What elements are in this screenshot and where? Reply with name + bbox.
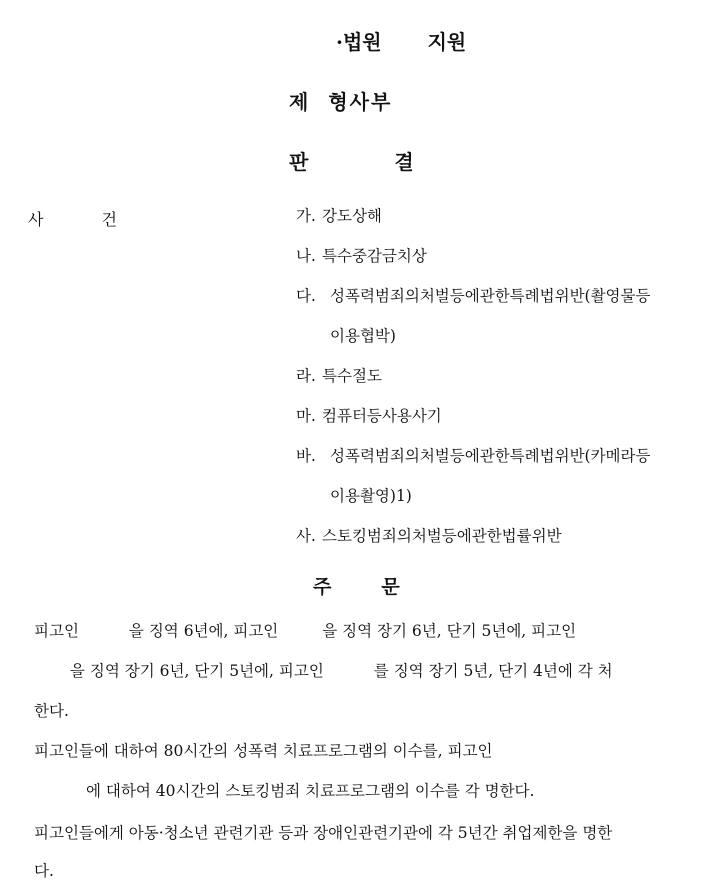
case-label-right: 건	[101, 210, 117, 229]
document-type-right: 결	[394, 150, 414, 174]
charge-text: 특수중감금치상	[322, 247, 427, 265]
charge-text: 성폭력범죄의처벌등에관한특례법위반(카메라등	[330, 447, 651, 465]
charge-text: 컴퓨터등사용사기	[322, 407, 442, 425]
division-prefix: 제	[289, 90, 311, 114]
case-label	[28, 207, 117, 230]
order-line	[34, 619, 576, 641]
charge-marker: 다.	[296, 287, 316, 305]
order-text: 을 징역 장기 6년, 단기 5년에, 피고인	[322, 622, 577, 640]
court-name	[336, 26, 466, 55]
court-name-right: 지원	[427, 30, 467, 54]
order-heading-left: 주	[313, 576, 332, 598]
order-text: 을 징역 6년에, 피고인	[128, 622, 279, 640]
charge-item	[296, 526, 650, 566]
order-heading-right: 문	[381, 576, 400, 598]
document-type	[289, 146, 414, 175]
order-line: 다.	[34, 862, 54, 880]
charge-text: 특수절도	[322, 367, 382, 385]
document-type-left: 판	[289, 150, 309, 174]
order-heading	[313, 572, 400, 599]
division-name: 형사부	[328, 90, 393, 114]
charge-text: 성폭력범죄의처벌등에관한특례법위반(촬영물등	[330, 287, 651, 305]
charge-marker: 마.	[296, 407, 316, 425]
order-text: 피고인	[34, 622, 79, 640]
charge-marker: 바.	[296, 447, 316, 465]
order-line: 에 대하여 40시간의 스토킹범죄 치료프로그램의 이수를 각 명한다.	[86, 782, 535, 800]
charge-list	[296, 206, 650, 566]
charge-item	[296, 406, 650, 446]
order-line	[70, 659, 613, 681]
charge-text: 강도상해	[322, 207, 382, 225]
charge-marker: 가.	[296, 207, 316, 225]
charge-marker: 나.	[296, 247, 316, 265]
charge-item	[296, 206, 650, 246]
charge-continuation: 이용촬영)1)	[330, 487, 412, 505]
court-division	[289, 86, 392, 115]
charge-marker: 라.	[296, 367, 316, 385]
order-line: 피고인들에 대하여 80시간의 성폭력 치료프로그램의 이수를, 피고인	[34, 742, 493, 760]
charge-marker: 사.	[296, 527, 316, 545]
charge-item	[296, 366, 650, 406]
charge-item	[296, 286, 650, 326]
order-text: 를 징역 장기 5년, 단기 4년에 각 처	[373, 662, 613, 680]
order-line: 피고인들에게 아동·청소년 관련기관 등과 장애인관련기관에 각 5년간 취업제한을 명한	[34, 824, 613, 842]
charge-continuation: 이용협박)	[330, 327, 396, 345]
case-label-left: 사	[28, 210, 44, 229]
order-line: 한다.	[34, 702, 69, 720]
order-text: 을 징역 장기 6년, 단기 5년에, 피고인	[70, 662, 324, 680]
court-name-left: ·법원	[336, 30, 382, 54]
charge-item	[296, 446, 650, 486]
charge-item	[296, 246, 650, 286]
charge-text: 스토킹범죄의처벌등에관한법률위반	[322, 527, 562, 545]
